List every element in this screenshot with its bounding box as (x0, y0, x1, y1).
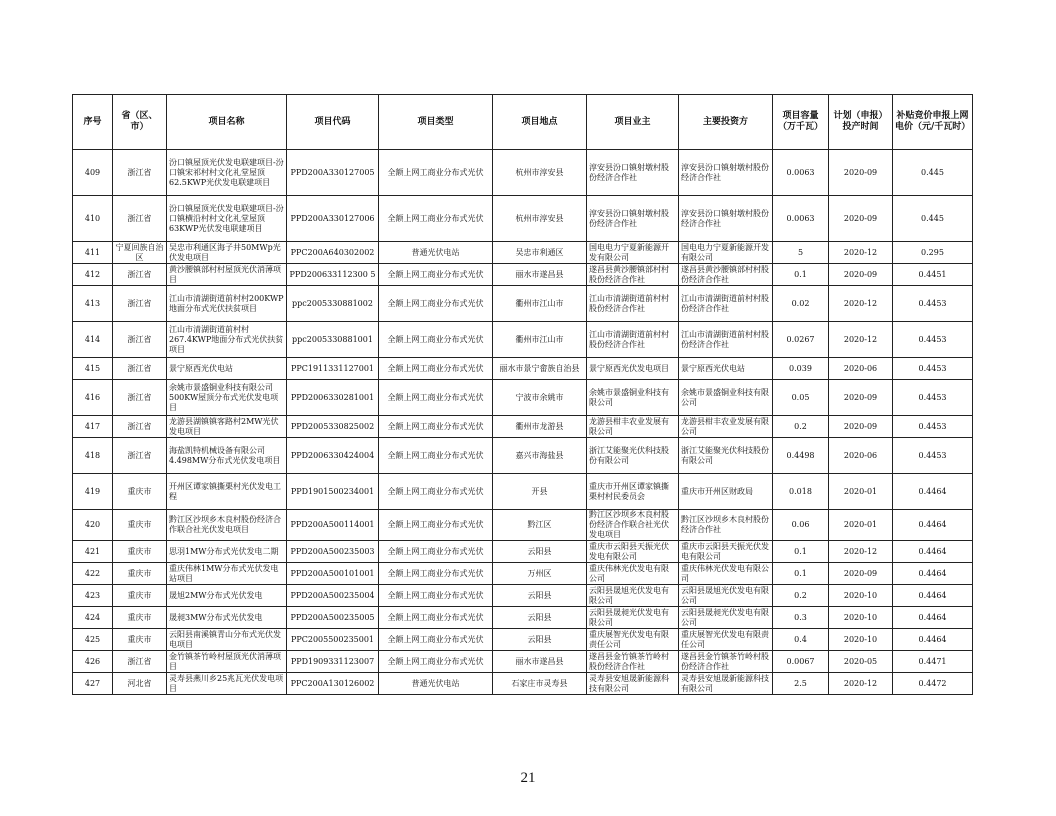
cell-capacity: 0.4 (773, 629, 829, 651)
cell-province: 浙江省 (113, 264, 167, 286)
cell-index: 417 (73, 416, 113, 438)
cell-index: 410 (73, 196, 113, 242)
cell-planned-date: 2020-06 (829, 358, 893, 380)
cell-planned-date: 2020-09 (829, 196, 893, 242)
cell-project-name: 海盐凯特机械设备有限公司4.498MW分布式光伏发电项目 (167, 438, 287, 474)
cell-main-investor: 余姚市景盛铜业科技有限公司 (679, 380, 773, 416)
cell-bid-price: 0.4464 (893, 541, 973, 563)
cell-project-location: 衢州市龙游县 (493, 416, 587, 438)
cell-capacity: 0.039 (773, 358, 829, 380)
cell-project-type: 全额上网工商业分布式光伏 (379, 150, 493, 196)
cell-main-investor: 景宁原西光伏电站 (679, 358, 773, 380)
cell-bid-price: 0.4464 (893, 563, 973, 585)
cell-project-code: ppc2005330881001 (287, 322, 379, 358)
cell-capacity: 5 (773, 242, 829, 264)
cell-province: 重庆市 (113, 585, 167, 607)
cell-project-name: 晟旭2MW分布式光伏发电 (167, 585, 287, 607)
cell-main-investor: 龙游县柑丰农业发展有限公司 (679, 416, 773, 438)
cell-project-code: PPD200A500235005 (287, 607, 379, 629)
cell-project-owner: 江山市清湖街道前村村股份经济合作社 (587, 286, 679, 322)
header-project-name: 项目名称 (167, 95, 287, 150)
table-header-row (73, 95, 973, 150)
cell-province: 重庆市 (113, 563, 167, 585)
cell-index: 425 (73, 629, 113, 651)
cell-planned-date: 2020-09 (829, 563, 893, 585)
cell-project-location: 云阳县 (493, 541, 587, 563)
cell-project-type: 普通光伏电站 (379, 242, 493, 264)
cell-province: 浙江省 (113, 438, 167, 474)
cell-bid-price: 0.4453 (893, 322, 973, 358)
table-row (73, 322, 973, 358)
cell-project-type: 普通光伏电站 (379, 673, 493, 695)
cell-capacity: 0.1 (773, 264, 829, 286)
cell-bid-price: 0.4453 (893, 380, 973, 416)
cell-province: 河北省 (113, 673, 167, 695)
cell-province: 浙江省 (113, 380, 167, 416)
cell-project-code: PPD200A500235003 (287, 541, 379, 563)
cell-project-name: 吴忠市利通区海子井50MWp光伏发电项目 (167, 242, 287, 264)
cell-project-code: PPD2006330424004 (287, 438, 379, 474)
table-row (73, 416, 973, 438)
cell-index: 415 (73, 358, 113, 380)
cell-capacity: 0.0267 (773, 322, 829, 358)
page-number: 21 (520, 770, 536, 786)
cell-province: 浙江省 (113, 286, 167, 322)
cell-project-code: PPC200A640302002 (287, 242, 379, 264)
cell-project-type: 全额上网工商业分布式光伏 (379, 286, 493, 322)
cell-project-owner: 重庆展智光伏发电有限责任公司 (587, 629, 679, 651)
cell-project-code: PPD1909331123007 (287, 651, 379, 673)
cell-index: 411 (73, 242, 113, 264)
cell-capacity: 0.1 (773, 563, 829, 585)
cell-project-code: PPD2006330281001 (287, 380, 379, 416)
table-row (73, 380, 973, 416)
cell-project-location: 杭州市淳安县 (493, 196, 587, 242)
cell-planned-date: 2020-12 (829, 286, 893, 322)
cell-project-code: PPD1901500234001 (287, 474, 379, 510)
cell-bid-price: 0.4451 (893, 264, 973, 286)
cell-project-name: 开州区谭家镇撕栗村光伏发电工程 (167, 474, 287, 510)
table-body (73, 150, 973, 695)
cell-planned-date: 2020-05 (829, 651, 893, 673)
cell-province: 重庆市 (113, 607, 167, 629)
header-capacity: 项目容量（万千瓦） (773, 95, 829, 150)
cell-index: 414 (73, 322, 113, 358)
cell-main-investor: 遂昌县金竹镇茶竹岭村股份经济合作社 (679, 651, 773, 673)
cell-main-investor: 云阳县晟昶光伏发电有限公司 (679, 607, 773, 629)
table-row (73, 438, 973, 474)
table-row (73, 673, 973, 695)
cell-project-owner: 国电电力宁夏新能源开发有限公司 (587, 242, 679, 264)
cell-project-code: ppc2005330881002 (287, 286, 379, 322)
cell-project-name: 金竹镇茶竹岭村屋顶光伏消薄项目 (167, 651, 287, 673)
table-row (73, 358, 973, 380)
cell-capacity: 0.2 (773, 416, 829, 438)
cell-project-code: PPC1911331127001 (287, 358, 379, 380)
cell-bid-price: 0.4472 (893, 673, 973, 695)
cell-capacity: 2.5 (773, 673, 829, 695)
cell-province: 重庆市 (113, 510, 167, 541)
cell-planned-date: 2020-12 (829, 242, 893, 264)
cell-planned-date: 2020-09 (829, 416, 893, 438)
cell-project-name: 江山市清湖街道前村村200KWP地面分布式光伏扶贫项目 (167, 286, 287, 322)
cell-capacity: 0.0067 (773, 651, 829, 673)
cell-main-investor: 重庆市云阳县天振光伏发电有限公司 (679, 541, 773, 563)
cell-bid-price: 0.295 (893, 242, 973, 264)
cell-planned-date: 2020-01 (829, 510, 893, 541)
cell-project-owner: 龙游县柑丰农业发展有限公司 (587, 416, 679, 438)
cell-project-name: 龙游县湖镇镇客路村2MW光伏发电项目 (167, 416, 287, 438)
cell-planned-date: 2020-12 (829, 322, 893, 358)
cell-project-owner: 淳安县汾口镇射墩村股份经济合作社 (587, 150, 679, 196)
cell-main-investor: 浙江艾能聚光伏科技股份有限公司 (679, 438, 773, 474)
table-row (73, 510, 973, 541)
cell-planned-date: 2020-10 (829, 629, 893, 651)
cell-capacity: 0.0063 (773, 196, 829, 242)
cell-project-name: 江山市清湖街道前村村267.4KWP地面分布式光伏扶贫项目 (167, 322, 287, 358)
cell-project-code: PPD200A330127006 (287, 196, 379, 242)
cell-project-code: PPD200633112300 5 (287, 264, 379, 286)
cell-project-name: 汾口镇屋顶光伏发电联建项目-汾口镇横沿村村文化礼堂屋顶63KWP光伏发电联建项目 (167, 196, 287, 242)
cell-planned-date: 2020-10 (829, 585, 893, 607)
cell-bid-price: 0.4464 (893, 474, 973, 510)
cell-main-investor: 黔江区沙坝乡木良村股份经济合作社 (679, 510, 773, 541)
cell-main-investor: 云阳县晟旭光伏发电有限公司 (679, 585, 773, 607)
header-index: 序号 (73, 95, 113, 150)
cell-project-type: 全额上网工商业分布式光伏 (379, 358, 493, 380)
cell-index: 422 (73, 563, 113, 585)
cell-province: 重庆市 (113, 474, 167, 510)
table-row (73, 286, 973, 322)
cell-project-code: PPC200A130126002 (287, 673, 379, 695)
table-row (73, 651, 973, 673)
cell-main-investor: 江山市清湖街道前村村股份经济合作社 (679, 286, 773, 322)
cell-planned-date: 2020-09 (829, 264, 893, 286)
cell-project-location: 衢州市江山市 (493, 286, 587, 322)
cell-project-location: 石家庄市灵寿县 (493, 673, 587, 695)
cell-planned-date: 2020-12 (829, 541, 893, 563)
table-row (73, 474, 973, 510)
cell-province: 浙江省 (113, 651, 167, 673)
cell-bid-price: 0.445 (893, 150, 973, 196)
cell-province: 浙江省 (113, 416, 167, 438)
cell-project-location: 丽水市遂昌县 (493, 264, 587, 286)
cell-bid-price: 0.4464 (893, 607, 973, 629)
cell-province: 浙江省 (113, 322, 167, 358)
cell-project-type: 全额上网工商业分布式光伏 (379, 651, 493, 673)
cell-index: 409 (73, 150, 113, 196)
cell-project-code: PPD200A500235004 (287, 585, 379, 607)
header-project-location: 项目地点 (493, 95, 587, 150)
cell-project-type: 全额上网工商业分布式光伏 (379, 541, 493, 563)
cell-project-owner: 遂昌县金竹镇茶竹岭村股份经济合作社 (587, 651, 679, 673)
cell-project-owner: 云阳县晟昶光伏发电有限公司 (587, 607, 679, 629)
cell-project-owner: 淳安县汾口镇射墩村股份经济合作社 (587, 196, 679, 242)
cell-project-owner: 重庆市开州区谭家镇撕栗村村民委员会 (587, 474, 679, 510)
cell-project-location: 丽水市景宁畲族自治县 (493, 358, 587, 380)
cell-index: 426 (73, 651, 113, 673)
cell-project-location: 杭州市淳安县 (493, 150, 587, 196)
cell-planned-date: 2020-09 (829, 150, 893, 196)
cell-project-name: 景宁原西光伏电站 (167, 358, 287, 380)
table-row (73, 541, 973, 563)
cell-project-location: 云阳县 (493, 585, 587, 607)
cell-project-type: 全额上网工商业分布式光伏 (379, 563, 493, 585)
cell-project-location: 宁波市余姚市 (493, 380, 587, 416)
cell-project-type: 全额上网工商业分布式光伏 (379, 607, 493, 629)
cell-main-investor: 灵寿县安旭晟新能源科技有限公司 (679, 673, 773, 695)
cell-planned-date: 2020-12 (829, 673, 893, 695)
header-main-investor: 主要投资方 (679, 95, 773, 150)
cell-project-type: 全额上网工商业分布式光伏 (379, 438, 493, 474)
cell-index: 420 (73, 510, 113, 541)
cell-project-type: 全额上网工商业分布式光伏 (379, 264, 493, 286)
cell-province: 宁夏回族自治区 (113, 242, 167, 264)
cell-project-code: PPD200A330127005 (287, 150, 379, 196)
cell-bid-price: 0.4453 (893, 286, 973, 322)
table-row (73, 607, 973, 629)
cell-project-type: 全额上网工商业分布式光伏 (379, 629, 493, 651)
project-table (72, 94, 973, 695)
cell-planned-date: 2020-06 (829, 438, 893, 474)
cell-main-investor: 淳安县汾口镇射墩村股份经济合作社 (679, 196, 773, 242)
cell-project-type: 全额上网工商业分布式光伏 (379, 510, 493, 541)
cell-bid-price: 0.4453 (893, 416, 973, 438)
cell-project-owner: 景宁原西光伏发电项目 (587, 358, 679, 380)
cell-province: 浙江省 (113, 196, 167, 242)
table-row (73, 150, 973, 196)
cell-project-name: 思羽1MW分布式光伏发电二期 (167, 541, 287, 563)
cell-index: 421 (73, 541, 113, 563)
cell-project-location: 吴忠市利通区 (493, 242, 587, 264)
cell-main-investor: 重庆市开州区财政局 (679, 474, 773, 510)
cell-province: 浙江省 (113, 150, 167, 196)
cell-capacity: 0.3 (773, 607, 829, 629)
cell-project-location: 万州区 (493, 563, 587, 585)
cell-planned-date: 2020-09 (829, 380, 893, 416)
cell-project-location: 云阳县 (493, 607, 587, 629)
cell-main-investor: 江山市清湖街道前村村股份经济合作社 (679, 322, 773, 358)
header-province: 省（区、市） (113, 95, 167, 150)
cell-project-location: 丽水市遂昌县 (493, 651, 587, 673)
cell-capacity: 0.018 (773, 474, 829, 510)
cell-capacity: 0.1 (773, 541, 829, 563)
cell-project-location: 云阳县 (493, 629, 587, 651)
cell-index: 412 (73, 264, 113, 286)
cell-index: 419 (73, 474, 113, 510)
cell-project-type: 全额上网工商业分布式光伏 (379, 322, 493, 358)
cell-project-code: PPD200A500101001 (287, 563, 379, 585)
cell-bid-price: 0.4453 (893, 358, 973, 380)
cell-capacity: 0.4498 (773, 438, 829, 474)
table-row (73, 264, 973, 286)
cell-project-name: 余姚市景盛铜业科技有限公司500KW屋顶分布式光伏发电项目 (167, 380, 287, 416)
cell-project-location: 开县 (493, 474, 587, 510)
cell-capacity: 0.05 (773, 380, 829, 416)
cell-project-code: PPC2005500235001 (287, 629, 379, 651)
cell-project-type: 全额上网工商业分布式光伏 (379, 380, 493, 416)
cell-project-owner: 江山市清湖街道前村村股份经济合作社 (587, 322, 679, 358)
table-row (73, 629, 973, 651)
cell-main-investor: 淳安县汾口镇射墩村股份经济合作社 (679, 150, 773, 196)
cell-project-type: 全额上网工商业分布式光伏 (379, 196, 493, 242)
cell-project-type: 全额上网工商业分布式光伏 (379, 585, 493, 607)
cell-project-owner: 灵寿县安旭晟新能源科技有限公司 (587, 673, 679, 695)
cell-province: 重庆市 (113, 541, 167, 563)
cell-main-investor: 遂昌县黄沙腰镇部村村股份经济合作社 (679, 264, 773, 286)
cell-index: 418 (73, 438, 113, 474)
cell-capacity: 0.06 (773, 510, 829, 541)
cell-project-type: 全额上网工商业分布式光伏 (379, 474, 493, 510)
cell-main-investor: 重庆展智光伏发电有限责任公司 (679, 629, 773, 651)
cell-project-location: 嘉兴市海盐县 (493, 438, 587, 474)
table-row (73, 563, 973, 585)
cell-project-location: 黔江区 (493, 510, 587, 541)
header-project-type: 项目类型 (379, 95, 493, 150)
cell-project-name: 汾口镇屋顶光伏发电联建项目-汾口镇宋祁村村文化礼堂屋顶62.5KWP光伏发电联建项目 (167, 150, 287, 196)
cell-main-investor: 重庆伟林光伏发电有限公司 (679, 563, 773, 585)
cell-bid-price: 0.4453 (893, 438, 973, 474)
header-project-code: 项目代码 (287, 95, 379, 150)
cell-capacity: 0.2 (773, 585, 829, 607)
cell-bid-price: 0.4464 (893, 510, 973, 541)
cell-index: 424 (73, 607, 113, 629)
header-bid-price: 补贴竞价申报上网电价（元/千瓦时） (893, 95, 973, 150)
cell-bid-price: 0.4464 (893, 585, 973, 607)
cell-project-type: 全额上网工商业分布式光伏 (379, 416, 493, 438)
cell-bid-price: 0.445 (893, 196, 973, 242)
cell-project-code: PPD200A500114001 (287, 510, 379, 541)
cell-project-name: 云阳县南溪镇青山分布式光伏发电项目 (167, 629, 287, 651)
cell-project-owner: 遂昌县黄沙腰镇部村村股份经济合作社 (587, 264, 679, 286)
cell-project-name: 黄沙腰镇部村村屋顶光伏消薄项目 (167, 264, 287, 286)
cell-capacity: 0.0063 (773, 150, 829, 196)
cell-capacity: 0.02 (773, 286, 829, 322)
cell-project-owner: 黔江区沙坝乡木良村股份经济合作联合社光伏发电项目 (587, 510, 679, 541)
table-row (73, 242, 973, 264)
table-row (73, 585, 973, 607)
header-planned-date: 计划（申报）投产时间 (829, 95, 893, 150)
cell-index: 423 (73, 585, 113, 607)
cell-bid-price: 0.4464 (893, 629, 973, 651)
cell-planned-date: 2020-01 (829, 474, 893, 510)
cell-project-owner: 浙江艾能聚光伏科技股份有限公司 (587, 438, 679, 474)
cell-index: 413 (73, 286, 113, 322)
cell-project-owner: 云阳县晟旭光伏发电有限公司 (587, 585, 679, 607)
cell-project-name: 重庆伟林1MW分布式光伏发电站项目 (167, 563, 287, 585)
cell-planned-date: 2020-10 (829, 607, 893, 629)
cell-project-owner: 重庆伟林光伏发电有限公司 (587, 563, 679, 585)
header-project-owner: 项目业主 (587, 95, 679, 150)
cell-index: 416 (73, 380, 113, 416)
cell-project-code: PPD2005330825002 (287, 416, 379, 438)
cell-project-name: 黔江区沙坝乡木良村股份经济合作联合社光伏发电项目 (167, 510, 287, 541)
cell-province: 浙江省 (113, 358, 167, 380)
cell-project-owner: 余姚市景盛铜业科技有限公司 (587, 380, 679, 416)
cell-project-location: 衢州市江山市 (493, 322, 587, 358)
cell-index: 427 (73, 673, 113, 695)
cell-bid-price: 0.4471 (893, 651, 973, 673)
cell-project-name: 灵寿县燕川乡25兆瓦光伏发电项目 (167, 673, 287, 695)
cell-province: 重庆市 (113, 629, 167, 651)
table-row (73, 196, 973, 242)
cell-project-name: 晟昶3MW分布式光伏发电 (167, 607, 287, 629)
cell-project-owner: 重庆市云阳县天振光伏发电有限公司 (587, 541, 679, 563)
cell-main-investor: 国电电力宁夏新能源开发有限公司 (679, 242, 773, 264)
